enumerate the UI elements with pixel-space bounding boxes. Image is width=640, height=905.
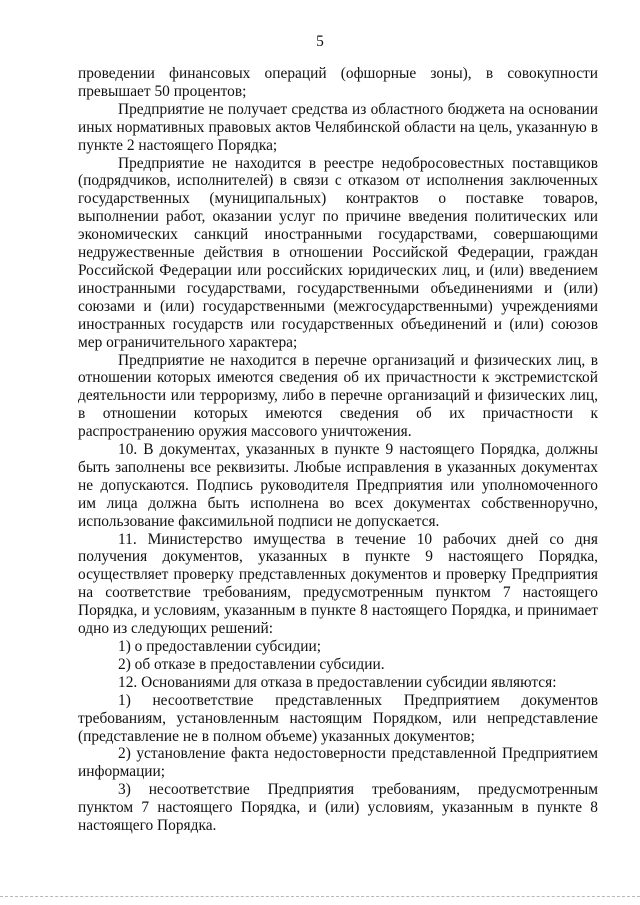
paragraph-continuation: проведении финансовых операций (офшорные зоны), в совокупности превышает 50 процентов;: [78, 65, 598, 100]
paragraph-item-10: 10. В документах, указанных в пункте 9 настоящего Порядка, должны быть заполнены все реквизиты. Любые исправления в указанных документах не допускаются. Подпись руководителя Предприятия или уполномоченного им лица должна быть исполнена во всех документах собственноручно, использование факсимильной подписи не допускается.: [78, 441, 598, 530]
page-number: 5: [316, 33, 324, 50]
document-body: [78, 65, 598, 835]
refusal-ground-2: 2) установление факта недостоверности представленной Предприятием информации;: [78, 745, 598, 781]
paragraph-item-11: 11. Министерство имущества в течение 10 рабочих дней со дня получения документов, указанных в пункте 9 настоящего Порядка, осуществляет проверку представленных документов и проверку Предприятия на соответствие требованиям, предусмотренным пунктом 7 настоящего Порядка, и условиям, указанным в пункте 8 настоящего Порядка, и принимает одно из следующих решений:: [78, 530, 598, 638]
page-bottom-divider: [0, 896, 640, 898]
decision-option-1: 1) о предоставлении субсидии;: [118, 638, 321, 655]
paragraph-registry-condition: Предприятие не находится в реестре недобросовестных поставщиков (подрядчиков, исполнителей) в связи с отказом от исполнения заключенных государственных (муниципальных) контрактов о поставке товаров, выполнении работ, оказании услуг по причине введения политических или экономических санкций иностранными государствами, совершающими недружественные действия в отношении Российской Федерации, граждан Российской Федерации или российских юридических лиц, и (или) введением иностранными государствами, государственными объединениями и (или) союзами и (или) государственными (межгосударственными) учреждениями иностранных государств или государственных объединений и (или) союзов мер ограничительного характера;: [78, 154, 598, 351]
refusal-ground-1: 1) несоответствие представленных Предприятием документов требованиям, установленным настоящим Порядком, или непредставление (представление не в полном объеме) указанных документов;: [78, 691, 598, 745]
refusal-ground-3: 3) несоответствие Предприятия требованиям, предусмотренным пунктом 7 настоящего Порядка, и (или) условиям, указанным в пункте 8 настоящего Порядка.: [78, 781, 598, 835]
decision-option-2: 2) об отказе в предоставлении субсидии.: [118, 655, 385, 673]
paragraph-item-12: 12. Основаниями для отказа в предоставлении субсидии являются:: [118, 673, 557, 691]
paragraph-budget-condition: Предприятие не получает средства из областного бюджета на основании иных нормативных правовых актов Челябинской области на цель, указанную в пункте 2 настоящего Порядка;: [78, 100, 598, 154]
paragraph-extremism-condition: Предприятие не находится в перечне организаций и физических лиц, в отношении которых имеются сведения об их причастности к экстремистской деятельности или терроризму, либо в перечне организаций и физических лиц, в отношении которых имеются сведения об их причастности к распространению оружия массового уничтожения.: [78, 351, 598, 441]
